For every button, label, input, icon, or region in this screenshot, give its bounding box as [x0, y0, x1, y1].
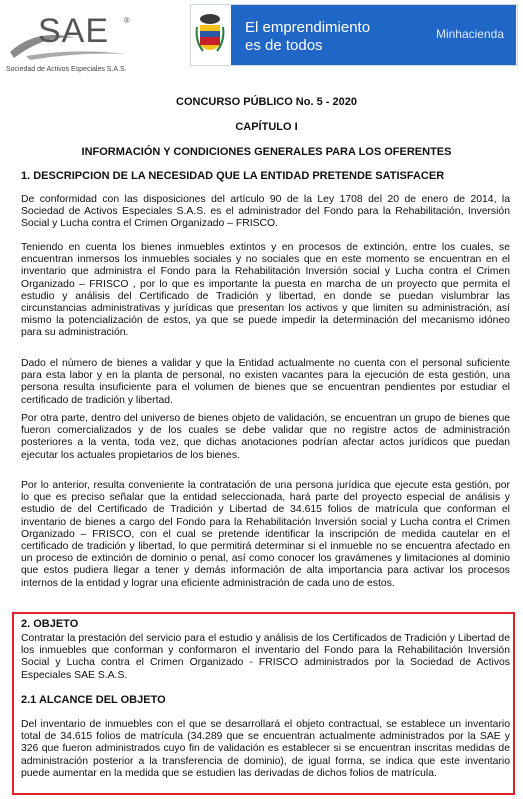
sae-tagline: Sociedad de Activos Especiales S.A.S.	[6, 66, 127, 73]
gov-slogan-panel	[231, 5, 516, 65]
section-2-heading: 2. OBJETO	[21, 618, 79, 630]
document-header	[0, 0, 523, 80]
paragraph-2: Teniendo en cuenta los bienes inmuebles extintos y en procesos de extinción, entre los cuales, se encuentran inmersos los inmuebles sociales y no sociales que en este momento se encuentran en el inventario que administra el Fondo para la Rehabilitación Inversión social y Lucha contra el Crimen Organizado – FRISCO , por lo que es importante la puesta en marcha de un proyecto que permita el estudio y análisis del Certificado de Tradición y libertad, en donde se puedan vislumbrar las circunstancias administrativas y jurídicas que presentan los activos y que limiten su administración, así mismo la potencialización de estos, ya que se puede impedir la determinación del mecanismo idóneo para su administración.	[21, 242, 510, 339]
ministry-label: Minhacienda	[435, 27, 504, 41]
contest-title: CONCURSO PÚBLICO No. 5 - 2020	[176, 96, 357, 108]
section-1-heading: 1. DESCRIPCION DE LA NECESIDAD QUE LA ENTIDAD PRETENDE SATISFACER	[21, 170, 445, 182]
section-2-1-heading: 2.1 ALCANCE DEL OBJETO	[21, 694, 166, 706]
paragraph-3: Dado el número de bienes a validar y que la Entidad actualmente no cuenta con el personal suficiente para esta labor y en la planta de personal, no existen vacantes para la ejecución de esta gestión, una persona resulta insuficiente para el volumen de bienes que se encuentran pendientes por estudiar el certificado de tradición y libertad.	[21, 358, 510, 406]
registered-mark: ®	[124, 16, 130, 25]
paragraph-4: Por otra parte, dentro del universo de bienes objeto de validación, se encuentran un grupo de bienes que fueron comercializados y de los cuales se debe validar que no registre actos de administración posteriores a la venta, toda vez, que dichas anotaciones podrían afectar actos jurídicos que puedan ejecutar los actuales propietarios de los bienes.	[21, 413, 510, 461]
highlight-box	[12, 612, 515, 795]
chapter-title: CAPÍTULO I	[235, 121, 298, 133]
paragraph-objeto: Contratar la prestación del servicio para el estudio y análisis de los Certificados de Tradición y Libertad de los inmuebles que conforman y conformaron el inventario del Fondo para la Rehabilitación Inversión Social y Lucha contra el Crimen Organizado - FRISCO administrados por la Sociedad de Activos Especiales SAE S.A.S.	[21, 633, 510, 681]
sae-logo	[6, 8, 136, 74]
paragraph-5: Por lo anterior, resulta conveniente la contratación de una persona jurídica que ejecute esta gestión, por lo que es preciso señalar que la entidad seleccionada, hará parte del proyecto especial de análisis y estudio de del Certificado de Tradición y Libertad de 34.615 folios de matrícula que conforman el inventario de bienes a cargo del Fondo para la Rehabilitación Inversión social y Lucha contra el Crimen Organizado – FRISCO, con el cual se pretende identificar la inscripción de medida cautelar en el certificado de tradición y libertad, lo que permitirá determinar si el inmueble no se encuentra afectado en un proceso de extinción de dominio o penal, así como conocer los gravámenes y limitaciones al dominio que estos pudiera llegar a tener y demás información de alta importancia para activar los procesos internos de la entidad y lograr una eficiente administración de cada uno de estos.	[21, 480, 510, 589]
section-heading-main: INFORMACIÓN Y CONDICIONES GENERALES PARA LOS OFERENTES	[81, 146, 452, 158]
sae-logo-text: SAE	[38, 12, 110, 50]
gov-slogan-line2: es de todos	[245, 37, 323, 54]
colombia-coat-of-arms-icon	[195, 11, 225, 59]
government-banner	[190, 4, 518, 66]
gov-slogan-line1: El emprendimiento	[245, 19, 371, 36]
paragraph-alcance: Del inventario de inmuebles con el que se desarrollará el objeto contractual, se establece un inventario total de 34.615 folios de matrícula (34.289 que se encuentran actualmente administrados por la SAE y 326 que fueron administrados cuyo fin de validación es establecer si se encuentran inscritas medidas de administración posterior a la transferencia de dominio), de igual forma, se indica que este inventario puede aumentar en la medida que se estudien las derivadas de dichos folios de matrícula.	[21, 719, 510, 779]
paragraph-1: De conformidad con las disposiciones del artículo 90 de la Ley 1708 del 20 de enero de 2014, la Sociedad de Activos Especiales S.A.S. es el administrador del Fondo para la Rehabilitación, Inversión Social y Lucha contra el Crimen Organizado – FRISCO.	[21, 194, 510, 230]
